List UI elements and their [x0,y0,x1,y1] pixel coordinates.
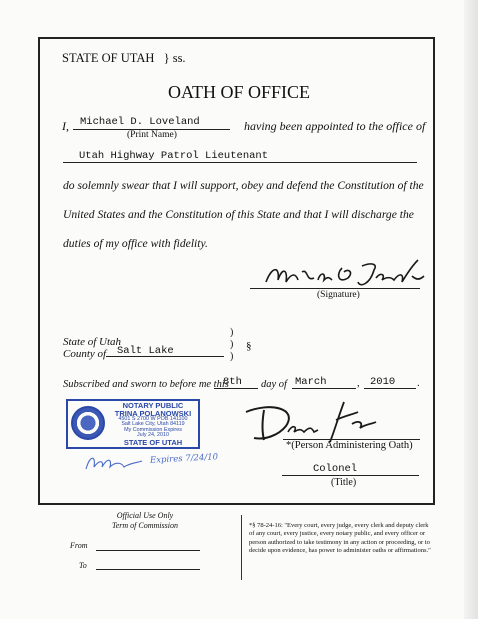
i-label: I, [62,119,69,133]
print-name-label: (Print Name) [127,130,177,140]
stamp-line-address: 4501 S 2700 W POB 141100 [118,416,188,422]
from-line [96,550,200,551]
officer-name: Michael D. Loveland [80,116,200,128]
signature-line [250,288,420,289]
venue-brace-1: ) [230,327,234,338]
month-comma: , [357,378,360,389]
venue-brace-3: ) [230,351,234,362]
signature-label: (Signature) [317,290,360,300]
notary-expiry-note: Expires 7/24/10 [149,452,219,466]
state-heading [62,51,186,66]
oath-body-line-2: United States and the Constitution of this State and that I will discharge the [63,208,414,221]
section-symbol: § [246,340,252,352]
venue-brace-2: ) [230,339,234,350]
subscribed-text: Subscribed and sworn to before me this [63,379,229,390]
notary-stamp-text [106,402,200,446]
state-seal-icon [71,406,105,440]
title-label: (Title) [331,477,357,488]
day-line [214,388,258,389]
title-line [282,475,419,476]
year-line [364,388,416,389]
stamp-line-state: STATE OF UTAH [123,437,183,447]
county-line [106,356,224,357]
to-label: To [79,561,87,570]
notary-stamp [66,399,200,449]
notary-signature [82,451,146,473]
statute-footnote: *§ 78-24-16: "Every court, every judge, every clerk and deputy clerk of any court, every justice, every notary public, and every officer or person authorized to take testimony in any action or proceeding, or to decide upon evidence, has power to administer oaths or affirmations." [249,522,431,554]
month-line [292,388,356,389]
day-value: 8th [223,376,242,388]
county-of-label: County of [63,348,107,360]
year-value: 2010 [370,376,396,388]
from-label: From [70,541,88,550]
stamp-line-expiry: July 24, 2010 [136,432,170,439]
month-value: March [295,376,327,388]
stamp-line-notary-name: TRINA POLANOWSKI [114,408,192,418]
venue-state: State of Utah [63,336,122,348]
term-of-commission-label: Term of Commission [112,521,178,530]
stamp-line-city: Salt Lake City, Utah 84119 [121,421,185,428]
state-of-utah-heading: STATE OF UTAH [62,51,155,65]
office-title: Utah Highway Patrol Lieutenant [79,150,269,162]
section-divider [241,515,242,580]
office-line [63,162,417,163]
stamp-line-notary-public: NOTARY PUBLIC [122,401,184,410]
ss-label: } ss. [163,51,186,65]
oath-body-line-3: duties of my office with fidelity. [63,237,208,250]
official-use-label: Official Use Only [116,511,174,520]
appointed-text: having been appointed to the office of [244,119,426,133]
page-title: OATH OF OFFICE [167,82,311,102]
administrator-title: Colonel [313,463,358,475]
officer-signature [262,258,428,292]
year-period: . [417,378,420,389]
stamp-line-commission: My Commission Expires [124,426,182,433]
county-name: Salt Lake [117,345,174,357]
to-line [96,569,200,570]
oath-body-line-1: do solemnly swear that I will support, obey and defend the Constitution of the [63,179,424,192]
administrator-label: *(Person Administering Oath) [286,440,413,451]
day-of-label: day of [261,379,287,390]
